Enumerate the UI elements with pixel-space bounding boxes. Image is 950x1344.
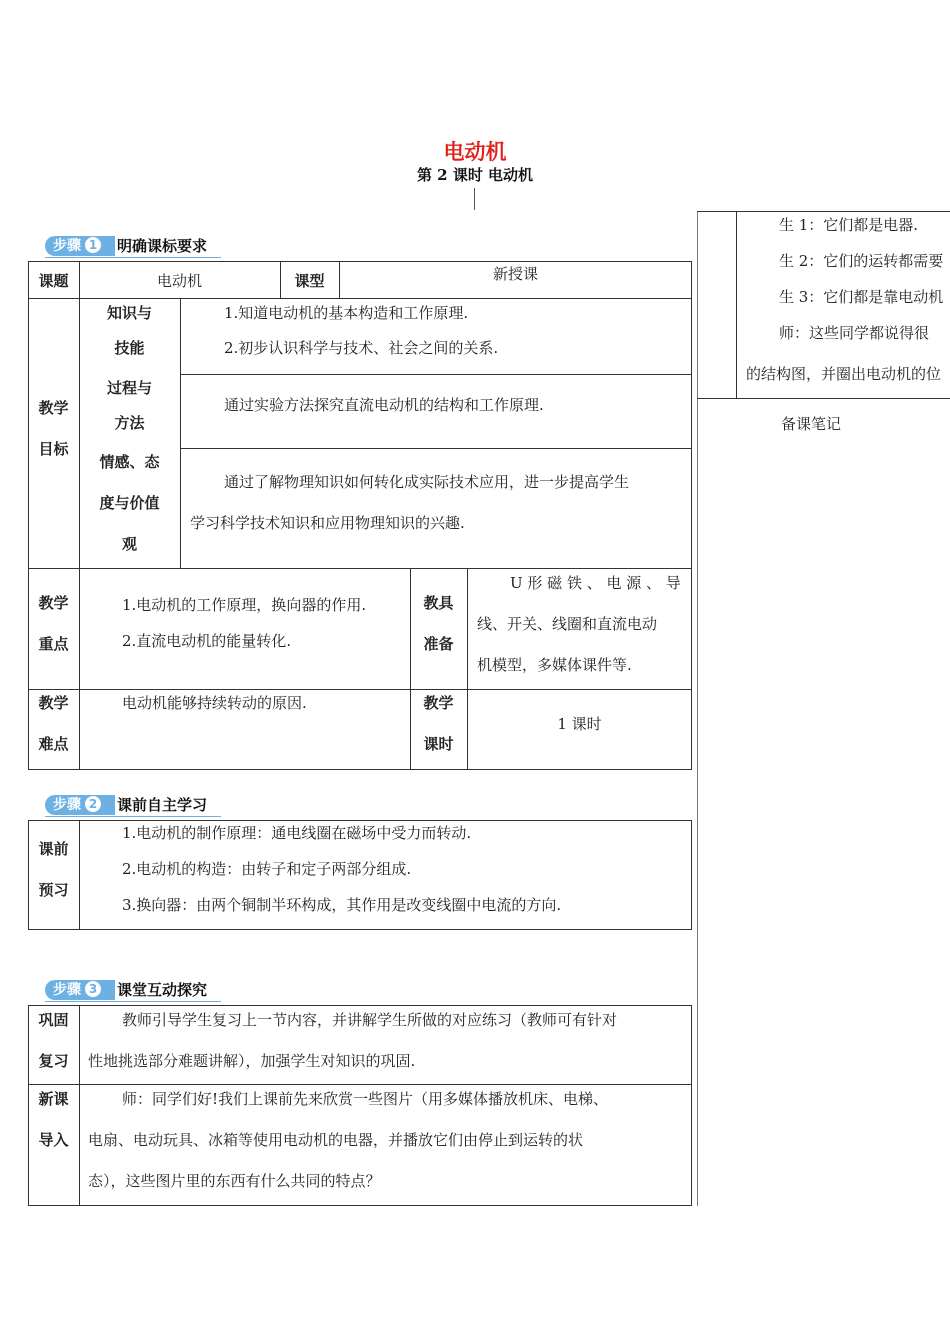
step-badge-text: 步骤 bbox=[53, 982, 81, 998]
knowledge-label: 知识与 bbox=[106, 304, 152, 322]
hours-value: 1 课时 bbox=[557, 715, 602, 733]
step-badge-text: 步骤 bbox=[53, 238, 81, 254]
notes-label: 备课笔记 bbox=[781, 415, 842, 433]
intro-text: 态），这些图片里的东西有什么共同的特点？ bbox=[88, 1172, 381, 1190]
tools-label: 准备 bbox=[423, 635, 454, 653]
page-title: 电动机 bbox=[443, 139, 507, 164]
side-line: 的结构图，并圈出电动机的位 bbox=[746, 365, 942, 383]
emotion-label: 情感、态 bbox=[99, 453, 160, 471]
key-label: 教学 bbox=[38, 594, 69, 612]
emotion-text: 学习科学技术知识和应用物理知识的兴趣. bbox=[190, 514, 465, 532]
hours-label: 教学 bbox=[423, 694, 454, 712]
goals-label: 教学 bbox=[38, 399, 69, 417]
step-badge bbox=[45, 980, 115, 1000]
col-divider bbox=[180, 298, 181, 568]
col-divider bbox=[79, 1005, 80, 1206]
emotion-text: 通过了解物理知识如何转化成实际技术应用，进一步提高学生 bbox=[224, 473, 630, 491]
preview-label: 课前 bbox=[38, 840, 69, 858]
intro-label: 导入 bbox=[38, 1131, 69, 1149]
tools-text: 机模型，多媒体课件等. bbox=[477, 656, 632, 674]
row-divider bbox=[28, 689, 692, 690]
step-underline bbox=[45, 816, 221, 817]
side-line: 师：这些同学都说得很 bbox=[779, 324, 930, 342]
step-underline bbox=[45, 1001, 221, 1002]
review-text: 性地挑选部分难题讲解），加强学生对知识的巩固. bbox=[88, 1052, 416, 1070]
intro-text: 师：同学们好!我们上课前先来欣赏一些图片（用多媒体播放机床、电梯、 bbox=[122, 1090, 609, 1108]
type-label: 课型 bbox=[294, 272, 325, 290]
difficult-text: 电动机能够持续转动的原因. bbox=[122, 694, 307, 712]
review-text: 教师引导学生复习上一节内容，并讲解学生所做的对应练习（教师可有针对 bbox=[122, 1011, 618, 1029]
tools-label: 教具 bbox=[423, 594, 454, 612]
side-line: 生 2：它们的运转都需要 bbox=[779, 252, 944, 270]
page-subtitle: 第 2 课时 电动机 bbox=[416, 166, 534, 184]
process-label: 方法 bbox=[114, 414, 145, 432]
step-2-header bbox=[45, 795, 225, 815]
side-line: 生 1：它们都是电器. bbox=[779, 216, 919, 234]
preview-label: 预习 bbox=[38, 881, 69, 899]
goals-label: 目标 bbox=[38, 440, 69, 458]
intro-text: 电扇、电动玩具、冰箱等使用电动机的电器，并播放它们由停止到运转的状 bbox=[88, 1131, 584, 1149]
review-label: 巩固 bbox=[38, 1011, 69, 1029]
step-label: 明确课标要求 bbox=[117, 237, 208, 255]
step-label: 课前自主学习 bbox=[117, 796, 208, 814]
step-number: 1 bbox=[85, 237, 101, 253]
preview-item: 2.电动机的构造：由转子和定子两部分组成. bbox=[122, 860, 412, 878]
side-line: 生 3：它们都是靠电动机 bbox=[779, 288, 944, 306]
process-text: 通过实验方法探究直流电动机的结构和工作原理. bbox=[224, 396, 544, 414]
emotion-label: 度与价值 bbox=[99, 494, 160, 512]
step-1-header bbox=[45, 236, 225, 256]
preview-item: 1.电动机的制作原理：通电线圈在磁场中受力而转动. bbox=[122, 824, 472, 842]
row-divider bbox=[28, 568, 692, 569]
difficult-label: 教学 bbox=[38, 694, 69, 712]
type-value: 新授课 bbox=[492, 265, 538, 283]
step-number: 3 bbox=[85, 981, 101, 997]
col-divider bbox=[467, 568, 468, 770]
knowledge-item: 2.初步认识科学与技术、社会之间的关系. bbox=[224, 339, 499, 357]
key-item: 1.电动机的工作原理，换向器的作用. bbox=[122, 596, 367, 614]
tools-text: U 形 磁 铁 、 电 源 、 导 bbox=[510, 574, 681, 592]
emotion-label: 观 bbox=[121, 535, 137, 553]
key-label: 重点 bbox=[38, 635, 69, 653]
process-label: 过程与 bbox=[106, 379, 152, 397]
row-divider bbox=[28, 1084, 692, 1085]
side-column-border bbox=[697, 211, 698, 1206]
topic-value: 电动机 bbox=[156, 272, 202, 290]
step-3-header bbox=[45, 980, 225, 1000]
side-box-bottom bbox=[697, 398, 950, 399]
hours-label: 课时 bbox=[423, 735, 454, 753]
row-divider bbox=[180, 448, 692, 449]
divider bbox=[474, 188, 475, 210]
side-content bbox=[737, 211, 950, 398]
step-number: 2 bbox=[85, 796, 101, 812]
knowledge-item: 1.知道电动机的基本构造和工作原理. bbox=[224, 304, 469, 322]
col-divider bbox=[79, 820, 80, 930]
tools-text: 线、开关、线圈和直流电动 bbox=[477, 615, 658, 633]
knowledge-label: 技能 bbox=[114, 339, 145, 357]
step-underline bbox=[45, 257, 221, 258]
topic-label: 课题 bbox=[38, 272, 69, 290]
row-divider bbox=[180, 374, 692, 375]
preview-item: 3.换向器：由两个铜制半环构成，其作用是改变线圈中电流的方向. bbox=[122, 896, 562, 914]
difficult-label: 难点 bbox=[38, 735, 69, 753]
row-divider bbox=[28, 298, 692, 299]
step-badge bbox=[45, 236, 115, 256]
step-badge bbox=[45, 795, 115, 815]
step-label: 课堂互动探究 bbox=[117, 981, 208, 999]
review-label: 复习 bbox=[38, 1052, 69, 1070]
key-item: 2.直流电动机的能量转化. bbox=[122, 632, 292, 650]
step-badge-text: 步骤 bbox=[53, 797, 81, 813]
intro-label: 新课 bbox=[38, 1090, 69, 1108]
